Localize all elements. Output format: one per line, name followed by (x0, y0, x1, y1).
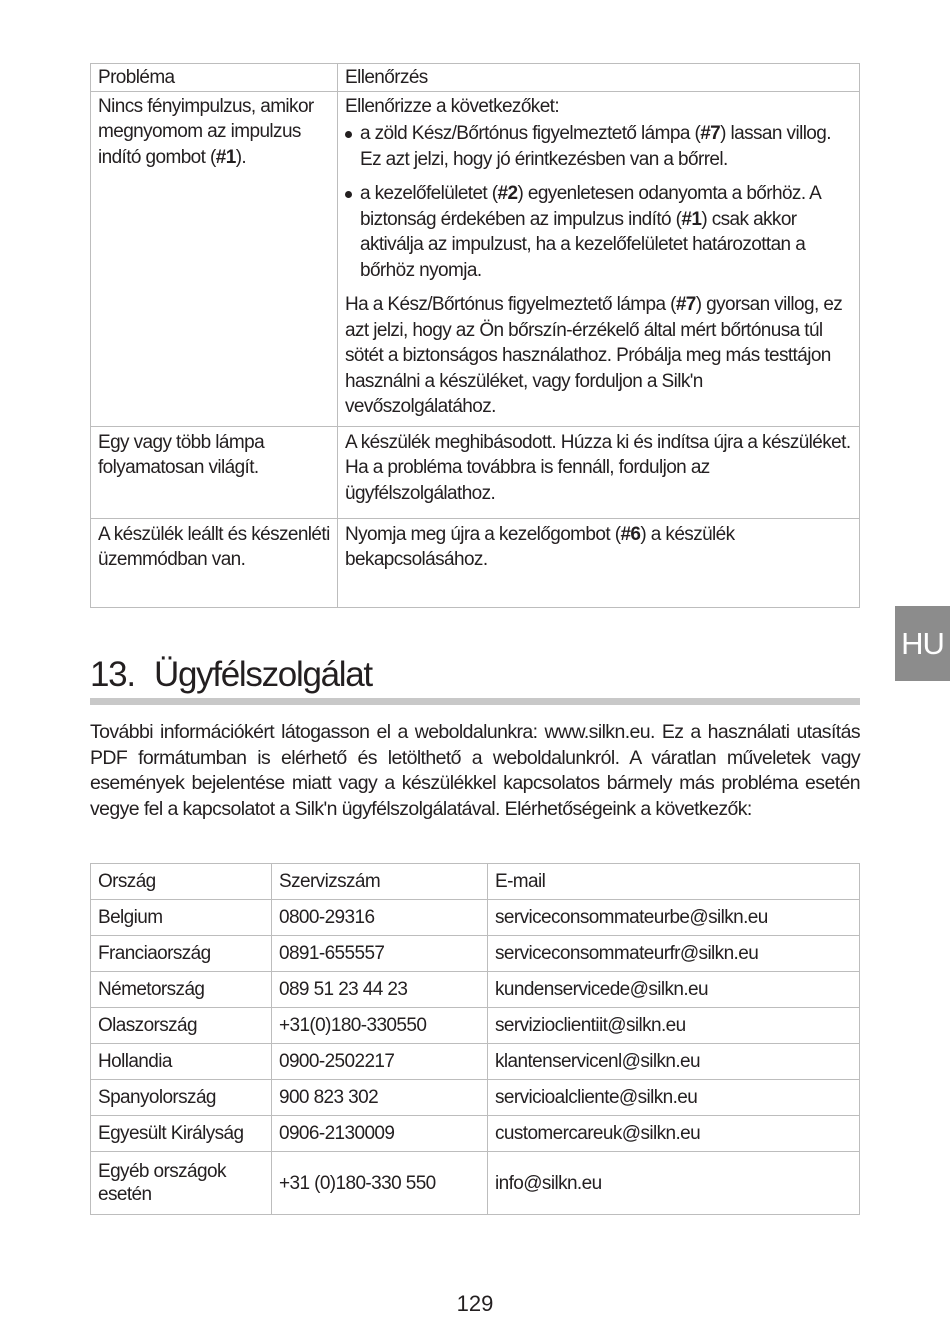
section-title: Ügyfélszolgálat (154, 655, 372, 694)
table-row (91, 518, 860, 607)
check-text: ) egyenletesen odanyomta a bőrhöz. A biztonság érdekében az impulzus indító ( (360, 183, 821, 230)
table-row (91, 91, 860, 426)
check-cell (338, 518, 860, 607)
header-country: Ország (91, 864, 272, 900)
header-email: E-mail (488, 864, 860, 900)
email-cell: klantenservicenl@silkn.eu (488, 1044, 860, 1080)
problem-cell: Egy vagy több lámpa folyamatosan világít. (91, 426, 338, 518)
country-cell: Olaszország (91, 1008, 272, 1044)
country-cell: Egyesült Királyság (91, 1116, 272, 1152)
note-text: Ha a Kész/Bőrtónus figyelmeztető lámpa ( (345, 294, 676, 315)
contact-row (91, 1008, 860, 1044)
email-cell: servizioclientiit@silkn.eu (488, 1008, 860, 1044)
problem-text: Nincs fényimpulzus, amikor megnyomom az impulzus indító gombot ( (98, 95, 314, 168)
heading-divider (90, 698, 860, 705)
header-problem: Probléma (91, 64, 338, 92)
contact-header-row (91, 864, 860, 900)
table-row (91, 426, 860, 518)
number-cell: 900 823 302 (272, 1080, 488, 1116)
number-cell: +31(0)180-330550 (272, 1008, 488, 1044)
check-list (345, 121, 852, 283)
contact-row (91, 1080, 860, 1116)
section-number: 13. (90, 655, 135, 694)
contact-row (91, 936, 860, 972)
part-reference: #7 (675, 294, 696, 315)
contact-row (91, 1152, 860, 1215)
contact-table (90, 863, 860, 1215)
header-service-number: Szervizszám (272, 864, 488, 900)
country-cell: Hollandia (91, 1044, 272, 1080)
part-reference: #6 (620, 523, 641, 545)
email-cell: info@silkn.eu (488, 1152, 860, 1215)
note-text: ) gyorsan villog, ez azt jelzi, hogy az Ön bőrszín-érzékelő által mért bőrtónusa túl sötét a biztonságos használathoz. Próbálja meg más testtájon használni a készüléket, vagy forduljon a Silk'n vevőszolgálatához. (345, 294, 843, 417)
check-text: ) csak akkor aktiválja az impulzust, ha a kezelőfelületet határozottan a bőrhöz nyomja. (360, 208, 806, 281)
header-check: Ellenőrzés (338, 64, 860, 92)
part-reference: #2 (497, 183, 518, 204)
email-cell: serviceconsommateurbe@silkn.eu (488, 900, 860, 936)
troubleshooting-table (90, 63, 860, 608)
problem-cell (91, 91, 338, 426)
country-cell: Belgium (91, 900, 272, 936)
number-cell: 0906-2130009 (272, 1116, 488, 1152)
check-text: ) a készülék bekapcsolásához. (345, 523, 735, 570)
country-cell: Franciaország (91, 936, 272, 972)
email-cell: servicioalcliente@silkn.eu (488, 1080, 860, 1116)
problem-cell: A készülék leállt és készenléti üzemmódban van. (91, 518, 338, 607)
check-note (345, 292, 852, 420)
contact-row (91, 972, 860, 1008)
part-reference: #1 (681, 208, 702, 230)
part-reference: #7 (700, 123, 721, 144)
intro-paragraph: További információkért látogasson el a weboldalunkra: www.silkn.eu. Ez a használati utasítás PDF formátumban is elérhető és letölthető a weboldalunkról. A váratlan műveletek vagy események bejelentése miatt vagy a készülékkel kapcsolatos bármely más probléma esetén vegye fel a kapcsolatot a Silk'n ügyfélszolgálatával. Elérhetőségeink a következők: (90, 721, 860, 820)
check-cell: A készülék meghibásodott. Húzza ki és indítsa újra a készüléket. Ha a probléma továbbra is fennáll, forduljon az ügyfélszolgálathoz. (338, 426, 860, 518)
email-cell: kundenservicede@silkn.eu (488, 972, 860, 1008)
table-header-row (91, 64, 860, 92)
number-cell: 0800-29316 (272, 900, 488, 936)
number-cell: 0891-655557 (272, 936, 488, 972)
number-cell: +31 (0)180-330 550 (272, 1152, 488, 1215)
check-intro: Ellenőrizze a következőket: (345, 95, 560, 117)
part-reference: #1 (215, 146, 236, 168)
language-tab: HU (895, 606, 950, 681)
section-heading (90, 651, 860, 699)
check-text: ) lassan villog. Ez azt jelzi, hogy jó érintkezésben van a bőrrel. (360, 123, 831, 170)
contact-row (91, 900, 860, 936)
check-item (345, 121, 852, 172)
country-cell: Spanyolország (91, 1080, 272, 1116)
check-text: a kezelőfelületet ( (360, 183, 498, 204)
country-cell: Egyéb országok esetén (91, 1152, 272, 1215)
check-text: Nyomja meg újra a kezelőgombot ( (345, 523, 621, 545)
number-cell: 0900-2502217 (272, 1044, 488, 1080)
email-cell: serviceconsommateurfr@silkn.eu (488, 936, 860, 972)
check-text: a zöld Kész/Bőrtónus figyelmeztető lámpa ( (360, 123, 701, 144)
number-cell: 089 51 23 44 23 (272, 972, 488, 1008)
check-item (345, 181, 852, 283)
country-cell: Németország (91, 972, 272, 1008)
check-cell (338, 91, 860, 426)
contact-row (91, 1116, 860, 1152)
contact-row (91, 1044, 860, 1080)
problem-text: ). (235, 146, 247, 168)
email-cell: customercareuk@silkn.eu (488, 1116, 860, 1152)
page-number: 129 (456, 1291, 494, 1316)
